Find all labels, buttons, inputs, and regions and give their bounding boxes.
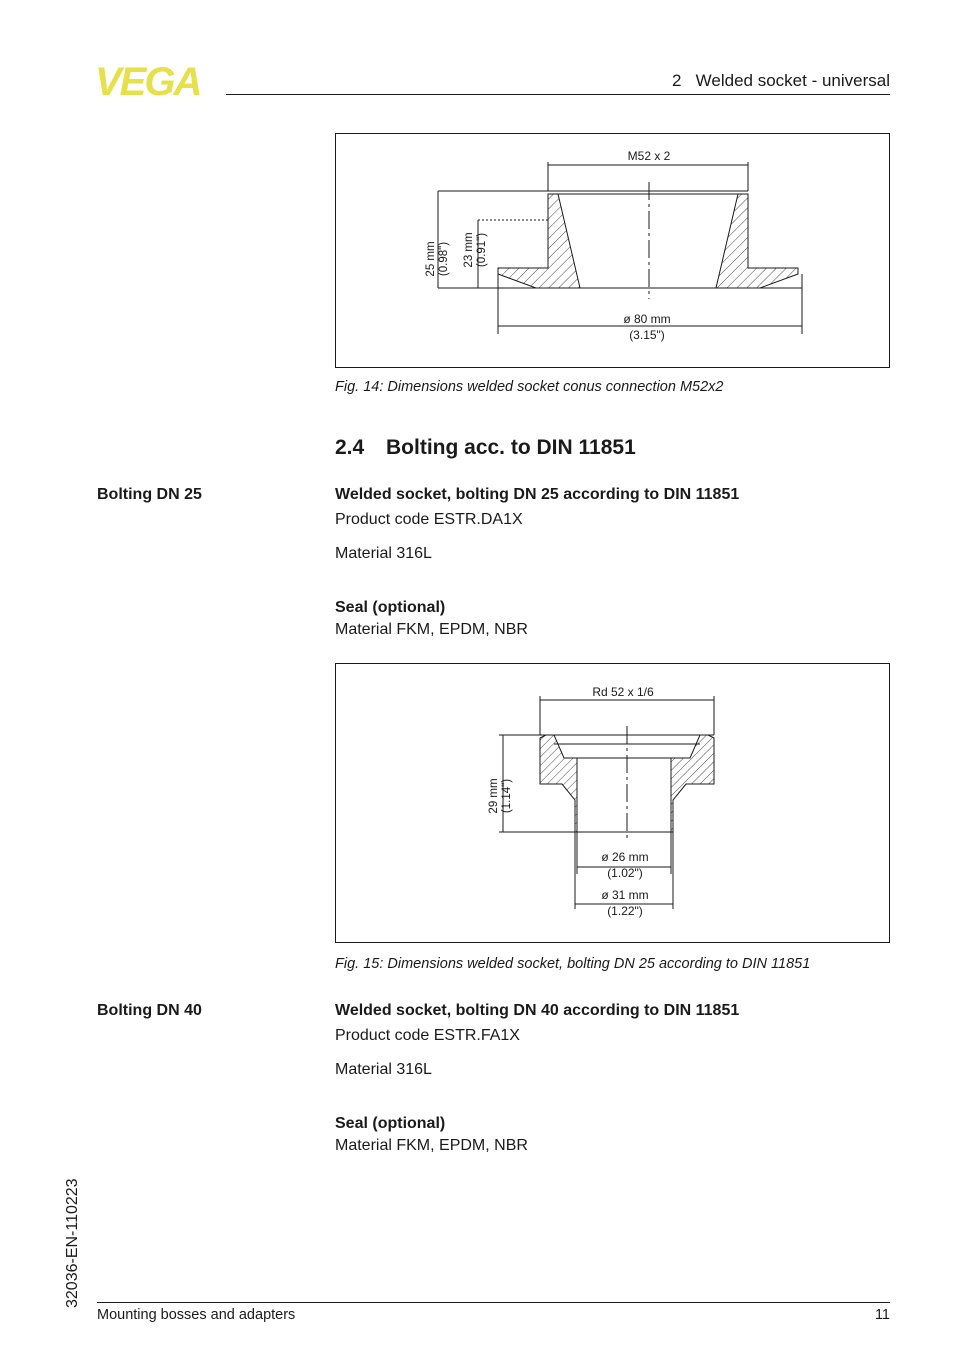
fig14-height-inner-in: (0.91"): [476, 232, 488, 268]
fig14-drawing: [336, 134, 889, 367]
side-label-dn40: Bolting DN 40: [97, 1002, 202, 1019]
page-number: 11: [874, 1307, 890, 1323]
fig15-thread-label: Rd 52 x 1/6: [592, 685, 654, 699]
logo-text: VEGA: [95, 63, 201, 99]
fig15-inner-dia-in: (1.02"): [607, 866, 643, 880]
fig15-drawing: [336, 664, 889, 942]
fig14-height-inner-mm: 23 mm: [463, 232, 475, 268]
figure-14: [335, 133, 890, 368]
header-rule: [226, 94, 890, 95]
fig15-outer-dia-in: (1.22"): [607, 904, 643, 918]
material-dn25: Material 316L: [335, 545, 432, 562]
section-heading: [335, 436, 636, 460]
footer-document-title: Mounting bosses and adapters: [97, 1307, 296, 1323]
seal-material-dn25: Material FKM, EPDM, NBR: [335, 621, 528, 638]
figure-15: [335, 663, 890, 943]
product-code-dn40: Product code ESTR.FA1X: [335, 1027, 520, 1044]
section-title: Bolting acc. to DIN 11851: [386, 436, 636, 459]
fig15-inner-dia-mm: ø 26 mm: [601, 850, 649, 864]
fig15-height-mm: 29 mm: [488, 778, 500, 814]
item-title-dn40: Welded socket, bolting DN 40 according to DIN 11851: [335, 1002, 740, 1019]
seal-title-dn40: Seal (optional): [335, 1115, 446, 1132]
section-number: 2.4: [335, 436, 365, 459]
fig14-caption: Fig. 14: Dimensions welded socket conus connection M52x2: [335, 379, 724, 395]
fig14-height-total-in: (0.98"): [438, 241, 450, 277]
seal-title-dn25: Seal (optional): [335, 599, 446, 616]
fig14-thread-label: M52 x 2: [627, 149, 671, 163]
vega-logo: [95, 63, 221, 99]
fig15-caption: Fig. 15: Dimensions welded socket, bolting DN 25 according to DIN 11851: [335, 956, 811, 972]
fig15-height-in: (1.14"): [501, 778, 513, 814]
product-code-dn25: Product code ESTR.DA1X: [335, 511, 523, 528]
material-dn40: Material 316L: [335, 1061, 432, 1078]
fig14-height-total-mm: 25 mm: [425, 241, 437, 277]
side-label-dn25: Bolting DN 25: [97, 486, 202, 503]
item-title-dn25: Welded socket, bolting DN 25 according to DIN 11851: [335, 486, 740, 503]
fig15-outer-dia-mm: ø 31 mm: [601, 888, 649, 902]
fig14-diameter-mm: ø 80 mm: [623, 312, 671, 326]
header-section-title: 2 Welded socket - universal: [672, 71, 890, 90]
seal-material-dn40: Material FKM, EPDM, NBR: [335, 1137, 528, 1154]
document-id-text: 32036-EN-110223: [64, 1178, 81, 1308]
footer-rule: [97, 1302, 890, 1303]
fig14-diameter-in: (3.15"): [629, 328, 665, 342]
document-id: [44, 1158, 84, 1308]
